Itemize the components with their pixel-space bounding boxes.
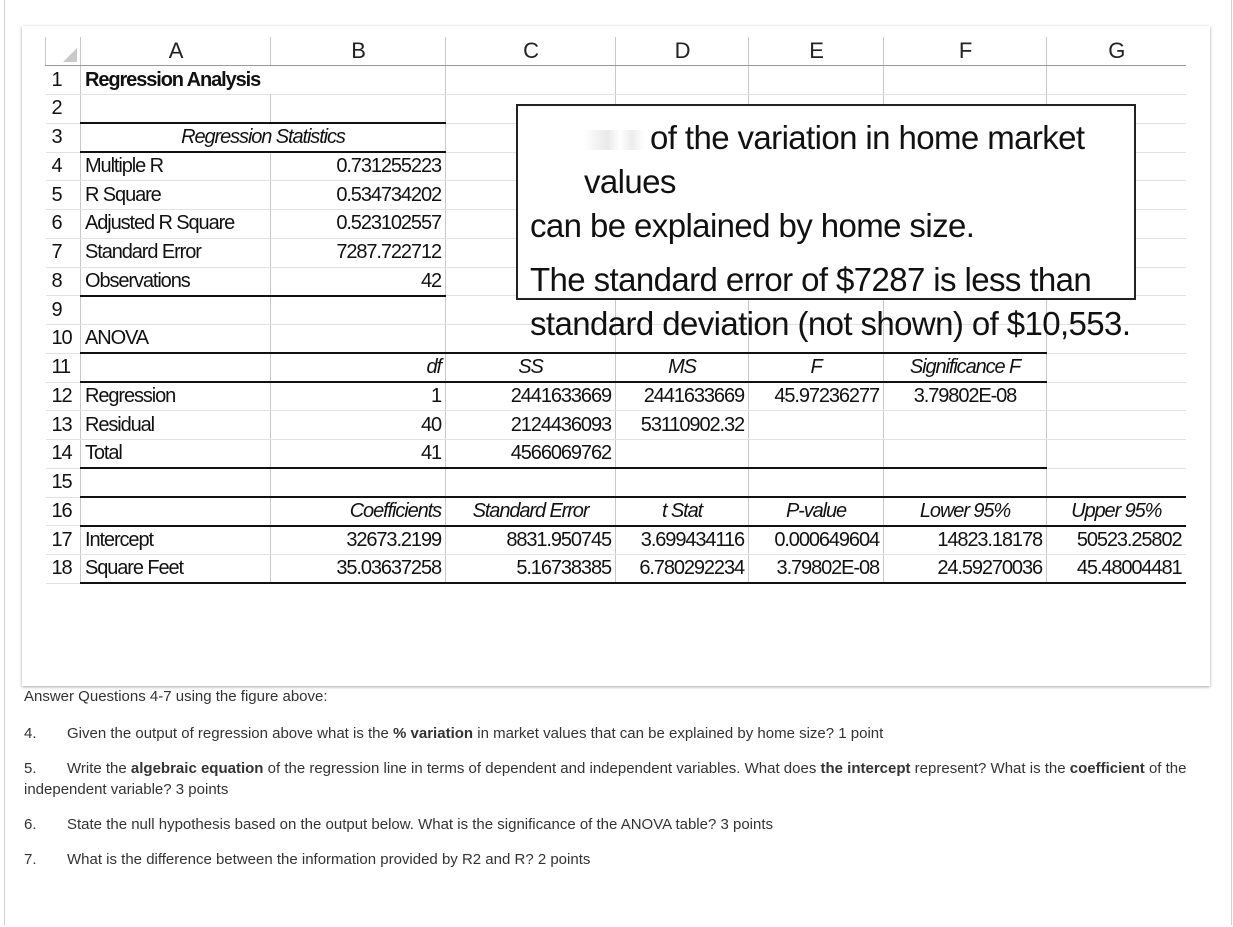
cell-value: 6.780292234 [616,555,749,584]
cell-label: Standard Error [81,238,271,267]
cell-value: 50523.25802 [1047,526,1186,555]
table-row [46,382,1186,411]
header-coefficients: Coefficients [271,497,446,526]
cell-label: Square Feet [81,555,271,584]
cell-label: Intercept [81,526,271,555]
column-header-b: B [271,37,446,66]
table-row [46,66,1186,95]
question-6: 6. State the null hypothesis based on the output below. What is the significance of the ANOVA table? 3 points [24,816,774,833]
row-number: 18 [46,555,81,584]
cell-value: 5.16738385 [446,555,616,584]
row-number: 10 [46,325,81,354]
header-standard-error: Standard Error [446,497,616,526]
row-number: 6 [46,210,81,239]
column-header-d: D [616,37,749,66]
column-header-a: A [81,37,271,66]
row-number: 12 [46,382,81,411]
question-5: 5. Write the algebraic equation of the regression line in terms of dependent and independent variables. What does the intercept represent? What is the coefficient of the independent variable? 3 points [24,760,1187,798]
header-f: F [749,353,884,382]
cell-value: 32673.2199 [271,526,446,555]
cell-value: 42 [271,267,446,296]
cell-value: 4566069762 [446,440,616,469]
question-4: 4. Given the output of regression above what is the % variation in market values that can be explained by home size? 1 point [24,725,884,742]
sheet-title: Regression Analysis [81,66,446,95]
row-number: 16 [46,497,81,526]
table-row [46,440,1186,469]
cell-label: Total [81,440,271,469]
row-number: 8 [46,267,81,296]
cell-value: 2441633669 [446,382,616,411]
row-number: 3 [46,123,81,152]
cell-value: 3.79802E-08 [749,555,884,584]
table-row [46,468,1186,497]
table-row [46,353,1186,382]
table-row [46,526,1186,555]
table-row [46,411,1186,440]
cell-value: 7287.722712 [271,238,446,267]
header-t-stat: t Stat [616,497,749,526]
cell-label: Adjusted R Square [81,210,271,239]
cell-value: 45.48004481 [1047,555,1186,584]
cell-value: 0.731255223 [271,152,446,181]
anova-heading: ANOVA [81,325,271,354]
cell-value: 35.03637258 [271,555,446,584]
question-number: 7. [24,851,37,868]
cell-value: 1 [271,382,446,411]
cell-label: Residual [81,411,271,440]
question-number: 5. [24,760,37,777]
header-ms: MS [616,353,749,382]
regression-statistics-heading: Regression Statistics [81,123,446,152]
question-number: 6. [24,816,37,833]
header-df: df [271,353,446,382]
row-number: 17 [46,526,81,555]
cell-value: 40 [271,411,446,440]
cell-value: 8831.950745 [446,526,616,555]
question-list [24,686,1214,884]
header-p-value: P-value [749,497,884,526]
cell-value: 45.97236277 [749,382,884,411]
header-lower-95: Lower 95% [884,497,1047,526]
header-significance-f: Significance F [884,353,1047,382]
column-header-c: C [446,37,616,66]
row-number: 11 [46,353,81,382]
annotation-line-4: standard deviation (not shown) of $10,553. [530,305,1131,342]
header-ss: SS [446,353,616,382]
question-7: 7. What is the difference between the information provided by R2 and R? 2 points [24,851,591,868]
annotation-line-2: can be explained by home size. [530,207,975,244]
row-number: 2 [46,95,81,124]
select-all-corner [46,37,81,66]
cell-value: 2441633669 [616,382,749,411]
annotation-box [516,104,1136,342]
cell-label: Observations [81,267,271,296]
column-header-e: E [749,37,884,66]
row-number: 1 [46,66,81,95]
row-number: 5 [46,181,81,210]
cell-label: Multiple R [81,152,271,181]
column-header-g: G [1047,37,1186,66]
cell-value: 24.59270036 [884,555,1047,584]
questions-intro: Answer Questions 4-7 using the figure above: [24,688,328,705]
cell-value: 0.523102557 [271,210,446,239]
cell-label: R Square [81,181,271,210]
cell-value: 3.79802E-08 [884,382,1047,411]
cell-value: 53110902.32 [616,411,749,440]
row-number: 9 [46,296,81,325]
redacted-blot [584,130,644,150]
row-number: 13 [46,411,81,440]
row-number: 4 [46,152,81,181]
row-number: 14 [46,440,81,469]
question-number: 4. [24,725,37,742]
header-upper-95: Upper 95% [1047,497,1186,526]
column-header-f: F [884,37,1047,66]
annotation-line-1: of the variation in home market values [584,119,1085,200]
table-row [46,555,1186,584]
cell-value: 14823.18178 [884,526,1047,555]
cell-value: 0.000649604 [749,526,884,555]
cell-value: 41 [271,440,446,469]
cell-label: Regression [81,382,271,411]
annotation-line-3: The standard error of $7287 is less than [530,261,1092,298]
row-number: 7 [46,238,81,267]
row-number: 15 [46,468,81,497]
table-row [46,497,1186,526]
cell-value: 2124436093 [446,411,616,440]
cell-value: 0.534734202 [271,181,446,210]
cell-value: 3.699434116 [616,526,749,555]
